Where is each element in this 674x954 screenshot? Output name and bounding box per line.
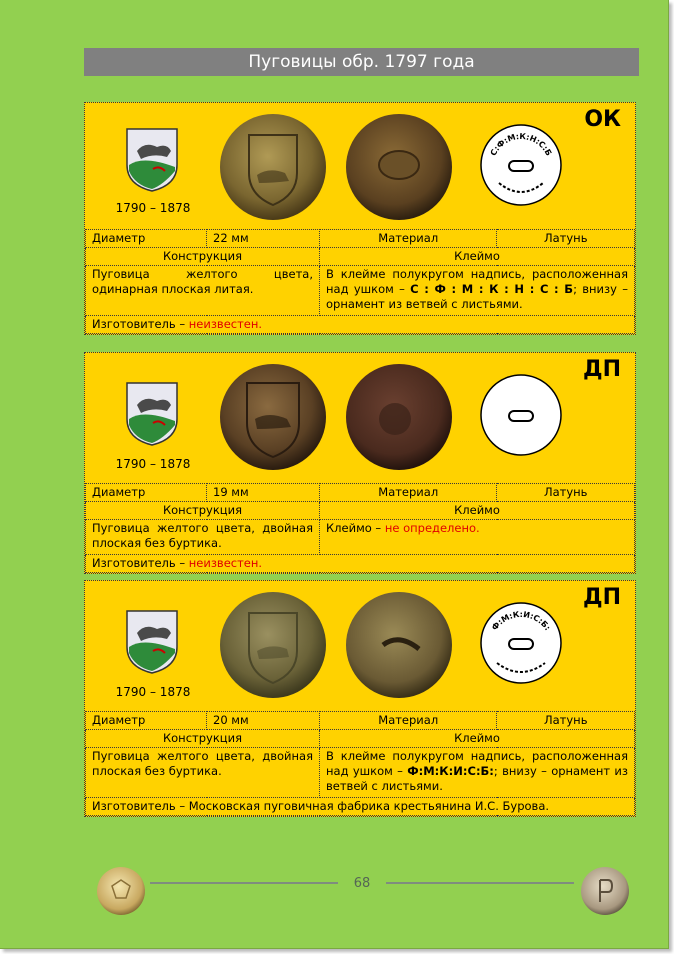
mark-label: Клеймо xyxy=(320,248,635,266)
diameter-label: Диаметр xyxy=(86,712,207,730)
maker-value: Московская пуговичная фабрика крестьянина И.С. Бурова. xyxy=(188,799,550,813)
page-number: 68 xyxy=(353,876,371,891)
construction-label: Конструкция xyxy=(86,730,320,748)
mark-letters: Ф:М:К:И:С:Б: xyxy=(490,609,553,633)
grade-badge: ДП xyxy=(582,357,621,382)
button-back-photo xyxy=(345,591,453,699)
construction-label: Конструкция xyxy=(86,248,320,266)
footer-coin-left-icon xyxy=(96,866,146,916)
material-label: Материал xyxy=(320,230,497,248)
years-label: 1790 – 1878 xyxy=(115,457,191,471)
diameter-value: 19 мм xyxy=(207,484,320,502)
spec-table xyxy=(85,229,635,334)
material-label: Материал xyxy=(320,712,497,730)
maker-row: Изготовитель – неизвестен. xyxy=(86,555,635,573)
years-label: 1790 – 1878 xyxy=(115,201,191,215)
card-images xyxy=(85,103,635,229)
material-value: Латунь xyxy=(497,230,635,248)
spec-table xyxy=(85,483,635,573)
spec-table xyxy=(85,711,635,816)
mark-letters: С:Ф:М:К:Н:С:Б xyxy=(488,131,554,158)
page-title: Пуговицы обр. 1797 года xyxy=(84,48,639,76)
maker-row: Изготовитель – неизвестен. xyxy=(86,316,635,334)
footer-line-left xyxy=(150,882,338,884)
coat-of-arms-icon xyxy=(123,607,181,675)
button-front-photo xyxy=(219,363,327,471)
material-value: Латунь xyxy=(497,484,635,502)
grade-badge: ДП xyxy=(582,585,621,610)
mark-diagram xyxy=(479,123,563,207)
button-card-1 xyxy=(84,102,636,335)
years-label: 1790 – 1878 xyxy=(115,685,191,699)
construction-label: Конструкция xyxy=(86,502,320,520)
mark-text: В клейме полукругом надпись, расположенная над ушком – С : Ф : М : К : Н : С : Б; внизу – орнамент из ветвей с листьями. xyxy=(320,266,635,316)
construction-text: Пуговица желтого цвета, одинарная плоская литая. xyxy=(86,266,320,316)
construction-text: Пуговица желтого цвета, двойная плоская без буртика. xyxy=(86,520,320,555)
button-back-photo xyxy=(345,113,453,221)
mark-label: Клеймо xyxy=(320,730,635,748)
card-images xyxy=(85,581,635,711)
material-value: Латунь xyxy=(497,712,635,730)
button-card-2 xyxy=(84,352,636,574)
mark-text: В клейме полукругом надпись, расположенная над ушком – Ф:М:К:И:С:Б:; внизу – орнамент из ветвей с листьями. xyxy=(320,748,635,798)
grade-badge: ОК xyxy=(584,107,621,132)
button-front-photo xyxy=(219,113,327,221)
maker-row: Изготовитель – Московская пуговичная фабрика крестьянина И.С. Бурова. xyxy=(86,798,635,816)
diameter-value: 20 мм xyxy=(207,712,320,730)
mark-text: Клеймо – не определено. xyxy=(320,520,635,555)
mark-label: Клеймо xyxy=(320,502,635,520)
button-back-photo xyxy=(345,363,453,471)
diameter-label: Диаметр xyxy=(86,484,207,502)
maker-value: неизвестен. xyxy=(188,556,263,570)
diameter-value: 22 мм xyxy=(207,230,320,248)
button-card-3 xyxy=(84,580,636,817)
diameter-label: Диаметр xyxy=(86,230,207,248)
footer-line-right xyxy=(386,882,574,884)
material-label: Материал xyxy=(320,484,497,502)
construction-text: Пуговица желтого цвета, двойная плоская без буртика. xyxy=(86,748,320,798)
maker-value: неизвестен. xyxy=(188,317,263,331)
footer-coin-right-icon xyxy=(580,866,630,916)
coat-of-arms-icon xyxy=(123,125,181,193)
card-images xyxy=(85,353,635,483)
mark-diagram xyxy=(479,601,563,685)
button-front-photo xyxy=(219,591,327,699)
coat-of-arms-icon xyxy=(123,379,181,447)
mark-diagram xyxy=(479,373,563,457)
